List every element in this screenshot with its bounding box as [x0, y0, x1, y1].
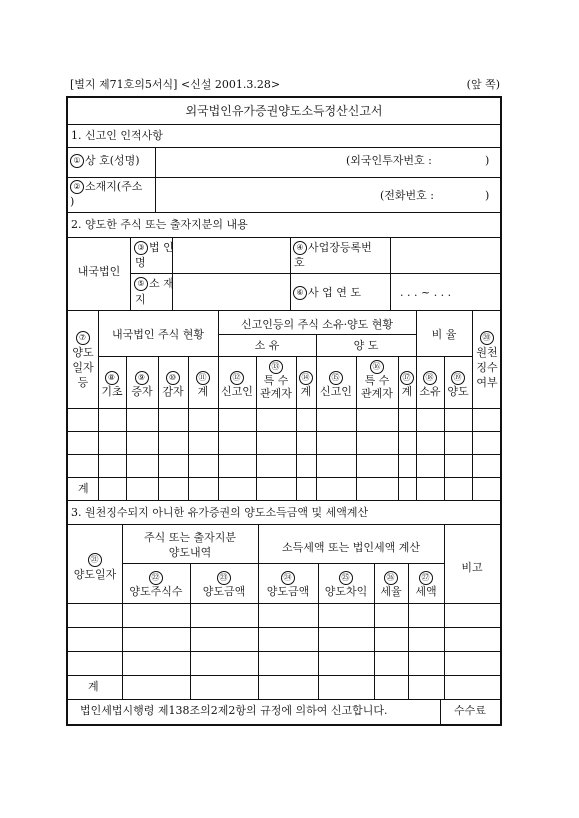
phone-field[interactable]: (전화번호 : — [380, 189, 434, 202]
investor-number-field[interactable]: (외국인투자번호 : — [346, 154, 432, 167]
domestic-corp-label: 내국법인 — [77, 265, 121, 278]
form-number: [별지 제71호의5서식] <신설 2001.3.28> — [70, 78, 281, 91]
fee-label: 수수료 — [454, 704, 486, 717]
section2-heading: 2. 양도한 주식 또는 출자지분의 내용 — [71, 218, 248, 231]
page-side: (앞 쪽) — [466, 78, 500, 91]
business-year-field[interactable]: . . . ~ . . . — [400, 286, 452, 299]
declaration-text: 법인세법시행령 제138조의2제2항의 규정에 의하여 신고합니다. — [80, 704, 388, 717]
address-label: ② 소재지(주소 — [70, 180, 142, 194]
section1-heading: 1. 신고인 인적사항 — [71, 129, 163, 142]
form-title: 외국법인유가증권양도소득정산신고서 — [185, 104, 383, 118]
name-label: ① 상 호(성명) — [70, 154, 140, 168]
form-header — [70, 76, 500, 92]
form-frame: 외국법인유가증권양도소득정산신고서 1. 신고인 인적사항 ① 상 호(성명) (외국인투자번호 : ) ② 소재지(주소 ) (전화번호 : ) 2. 양도한 주식 또는 출자지분의 내용 내국법인 ③ 법 인 명 ④ 사업장등록번 호 ⑤ 소 재 지 ⑥ 사 업 연 도 . . . ~ . . . ⑦ 양도 일자 등 내국법인 주식 현황 신고인등의 주식 소유·양도 현황 비 율 ⑳ 원천 징수 여부 소 유 양 도 ⑧ 기초 ⑨ 증자 ⑩ 감자 ⑪ 계 ⑫ 신고인 ⑬ 특 수 관계자 ⑭ 계 ⑮ 신고인 ⑯ 특 수 관계자 ⑰ 계 ⑱ 소유 ⑲ 양도 계 3. 원천징수되지 아니한 유가증권의 양도소득금액 및 세액계산 ㉑ 양도일자 주식 또는 출자지분 양도내역 소득세액 또는 법인세액 계산 비고 ㉒ 양도주식수 ㉓ 양도금액 ㉔ 양도금액 ㉕ 양도차익 ㉖ 세율 ㉗ 세액 계 법인세법시행령 제138조의2제2항의 규정에 의하여 신고합니다. 수수료 — [66, 96, 502, 726]
section2-total-label: 계 — [78, 482, 89, 495]
section3-total-label: 계 — [88, 680, 99, 693]
section3-heading: 3. 원천징수되지 아니한 유가증권의 양도소득금액 및 세액계산 — [71, 506, 369, 519]
